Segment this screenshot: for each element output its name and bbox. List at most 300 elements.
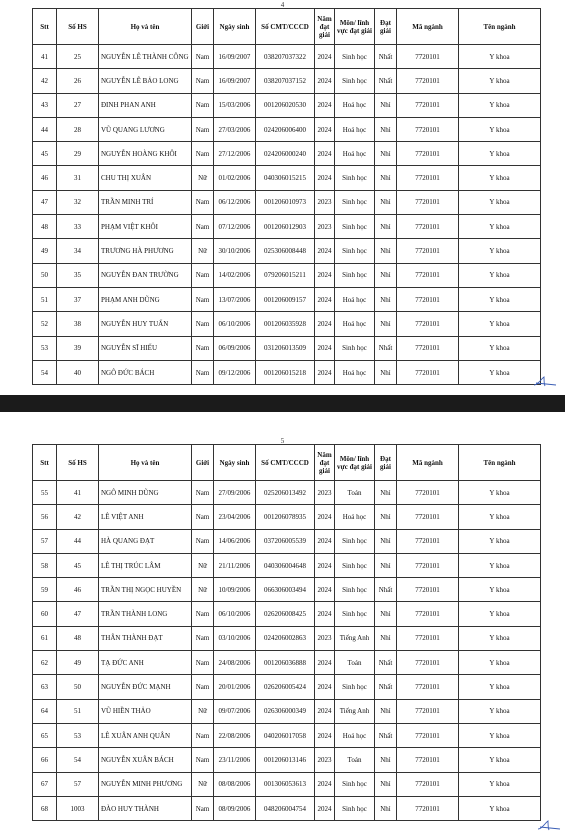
cell-stt: 55 <box>33 481 57 505</box>
cell-dat-giai: Nhì <box>375 312 397 336</box>
cell-ngay-sinh: 08/09/2006 <box>214 796 256 820</box>
cell-gioi: Nam <box>192 360 214 384</box>
cell-so-hs: 40 <box>57 360 99 384</box>
cell-so-cccd: 026306000349 <box>256 699 315 723</box>
cell-dat-giai: Nhì <box>375 553 397 577</box>
cell-ma-nganh: 7720101 <box>397 69 459 93</box>
cell-gioi: Nam <box>192 651 214 675</box>
column-header-nam-dat-giai: Năm đạt giải <box>315 445 335 481</box>
cell-mon-dat-giai: Sinh học <box>335 336 375 360</box>
cell-ngay-sinh: 06/10/2006 <box>214 602 256 626</box>
cell-mon-dat-giai: Hoá học <box>335 93 375 117</box>
cell-so-hs: 31 <box>57 166 99 190</box>
cell-gioi: Nữ <box>192 699 214 723</box>
table-header-row <box>33 9 541 45</box>
table-row <box>33 772 541 796</box>
cell-ten-nganh: Y khoa <box>459 602 541 626</box>
cell-ma-nganh: 7720101 <box>397 505 459 529</box>
cell-ten-nganh: Y khoa <box>459 190 541 214</box>
cell-dat-giai: Nhì <box>375 748 397 772</box>
cell-ten-nganh: Y khoa <box>459 578 541 602</box>
cell-gioi: Nam <box>192 796 214 820</box>
cell-mon-dat-giai: Hoá học <box>335 287 375 311</box>
cell-mon-dat-giai: Sinh học <box>335 529 375 553</box>
cell-ma-nganh: 7720101 <box>397 699 459 723</box>
cell-mon-dat-giai: Sinh học <box>335 239 375 263</box>
cell-nam-dat-giai: 2024 <box>315 360 335 384</box>
column-header-ngay-sinh: Ngày sinh <box>214 445 256 481</box>
cell-dat-giai: Nhì <box>375 699 397 723</box>
cell-ma-nganh: 7720101 <box>397 166 459 190</box>
cell-ngay-sinh: 09/12/2006 <box>214 360 256 384</box>
table-row <box>33 287 541 311</box>
cell-nam-dat-giai: 2024 <box>315 529 335 553</box>
cell-nam-dat-giai: 2024 <box>315 287 335 311</box>
cell-ho-va-ten: PHẠM ANH DŨNG <box>99 287 192 311</box>
table-row <box>33 239 541 263</box>
cell-nam-dat-giai: 2024 <box>315 69 335 93</box>
cell-ma-nganh: 7720101 <box>397 312 459 336</box>
cell-mon-dat-giai: Hoá học <box>335 142 375 166</box>
cell-mon-dat-giai: Tiếng Anh <box>335 699 375 723</box>
cell-dat-giai: Nhì <box>375 505 397 529</box>
cell-so-hs: 53 <box>57 723 99 747</box>
cell-gioi: Nam <box>192 93 214 117</box>
cell-gioi: Nam <box>192 529 214 553</box>
cell-nam-dat-giai: 2023 <box>315 481 335 505</box>
table-row <box>33 699 541 723</box>
table-row <box>33 190 541 214</box>
cell-mon-dat-giai: Sinh học <box>335 602 375 626</box>
cell-nam-dat-giai: 2024 <box>315 505 335 529</box>
column-header-stt: Stt <box>33 9 57 45</box>
cell-dat-giai: Nhất <box>375 651 397 675</box>
cell-so-cccd: 038207037152 <box>256 69 315 93</box>
cell-stt: 50 <box>33 263 57 287</box>
page-separator <box>0 395 565 412</box>
cell-ngay-sinh: 13/07/2006 <box>214 287 256 311</box>
cell-mon-dat-giai: Sinh học <box>335 578 375 602</box>
cell-stt: 45 <box>33 142 57 166</box>
cell-dat-giai: Nhì <box>375 529 397 553</box>
cell-ho-va-ten: TRẦN MINH TRÍ <box>99 190 192 214</box>
cell-so-cccd: 001206009157 <box>256 287 315 311</box>
cell-so-hs: 32 <box>57 190 99 214</box>
cell-nam-dat-giai: 2024 <box>315 723 335 747</box>
cell-ma-nganh: 7720101 <box>397 675 459 699</box>
cell-stt: 58 <box>33 553 57 577</box>
cell-dat-giai: Nhất <box>375 723 397 747</box>
cell-ho-va-ten: NGÔ MINH DŨNG <box>99 481 192 505</box>
cell-ho-va-ten: LÊ VIỆT ANH <box>99 505 192 529</box>
cell-ten-nganh: Y khoa <box>459 796 541 820</box>
cell-ngay-sinh: 16/09/2007 <box>214 45 256 69</box>
cell-so-cccd: 037206005539 <box>256 529 315 553</box>
table-row <box>33 578 541 602</box>
cell-gioi: Nam <box>192 287 214 311</box>
cell-ma-nganh: 7720101 <box>397 45 459 69</box>
cell-nam-dat-giai: 2023 <box>315 190 335 214</box>
table-row <box>33 651 541 675</box>
cell-ten-nganh: Y khoa <box>459 263 541 287</box>
table-row <box>33 45 541 69</box>
cell-dat-giai: Nhì <box>375 142 397 166</box>
cell-so-cccd: 025206013492 <box>256 481 315 505</box>
table-row <box>33 505 541 529</box>
cell-nam-dat-giai: 2024 <box>315 772 335 796</box>
admission-table <box>32 8 541 385</box>
table-row <box>33 675 541 699</box>
cell-stt: 51 <box>33 287 57 311</box>
column-header-gioi: Giới <box>192 445 214 481</box>
cell-so-cccd: 040206017058 <box>256 723 315 747</box>
cell-nam-dat-giai: 2024 <box>315 166 335 190</box>
cell-stt: 53 <box>33 336 57 360</box>
cell-so-hs: 51 <box>57 699 99 723</box>
cell-ten-nganh: Y khoa <box>459 239 541 263</box>
column-header-so-hs: Số HS <box>57 445 99 481</box>
cell-mon-dat-giai: Sinh học <box>335 796 375 820</box>
cell-so-hs: 1003 <box>57 796 99 820</box>
table-row <box>33 263 541 287</box>
page-number: 4 <box>280 1 285 9</box>
cell-dat-giai: Nhì <box>375 287 397 311</box>
cell-ma-nganh: 7720101 <box>397 190 459 214</box>
cell-mon-dat-giai: Toán <box>335 651 375 675</box>
table-row <box>33 142 541 166</box>
cell-nam-dat-giai: 2024 <box>315 675 335 699</box>
cell-ma-nganh: 7720101 <box>397 796 459 820</box>
column-header-ho-va-ten: Họ và tên <box>99 445 192 481</box>
cell-so-cccd: 024206002863 <box>256 626 315 650</box>
cell-so-cccd: 038207037322 <box>256 45 315 69</box>
cell-stt: 54 <box>33 360 57 384</box>
cell-nam-dat-giai: 2023 <box>315 748 335 772</box>
cell-dat-giai: Nhất <box>375 69 397 93</box>
cell-dat-giai: Nhì <box>375 239 397 263</box>
column-header-mon-dat-giai: Môn/ lĩnh vực đạt giải <box>335 9 375 45</box>
table-row <box>33 748 541 772</box>
cell-stt: 48 <box>33 215 57 239</box>
cell-so-hs: 41 <box>57 481 99 505</box>
cell-so-hs: 28 <box>57 117 99 141</box>
cell-stt: 60 <box>33 602 57 626</box>
cell-so-hs: 45 <box>57 553 99 577</box>
cell-stt: 46 <box>33 166 57 190</box>
cell-stt: 63 <box>33 675 57 699</box>
column-header-ten-nganh: Tên ngành <box>459 445 541 481</box>
cell-ten-nganh: Y khoa <box>459 336 541 360</box>
column-header-so-cccd: Số CMT/CCCD <box>256 445 315 481</box>
cell-ngay-sinh: 27/03/2006 <box>214 117 256 141</box>
cell-ten-nganh: Y khoa <box>459 723 541 747</box>
cell-gioi: Nam <box>192 312 214 336</box>
cell-ngay-sinh: 23/11/2006 <box>214 748 256 772</box>
cell-ho-va-ten: NGUYỄN LÊ THÀNH CÔNG <box>99 45 192 69</box>
column-header-gioi: Giới <box>192 9 214 45</box>
cell-ma-nganh: 7720101 <box>397 239 459 263</box>
cell-mon-dat-giai: Sinh học <box>335 263 375 287</box>
table-row <box>33 215 541 239</box>
cell-ten-nganh: Y khoa <box>459 287 541 311</box>
table-row <box>33 93 541 117</box>
cell-ngay-sinh: 06/09/2006 <box>214 336 256 360</box>
cell-gioi: Nam <box>192 336 214 360</box>
cell-nam-dat-giai: 2024 <box>315 602 335 626</box>
cell-ma-nganh: 7720101 <box>397 723 459 747</box>
cell-ho-va-ten: VŨ HIỀN THẢO <box>99 699 192 723</box>
cell-ho-va-ten: NGUYỄN HOÀNG KHÔI <box>99 142 192 166</box>
cell-ngay-sinh: 14/06/2006 <box>214 529 256 553</box>
cell-ten-nganh: Y khoa <box>459 651 541 675</box>
cell-nam-dat-giai: 2024 <box>315 45 335 69</box>
cell-stt: 64 <box>33 699 57 723</box>
cell-mon-dat-giai: Hoá học <box>335 505 375 529</box>
cell-so-hs: 49 <box>57 651 99 675</box>
cell-gioi: Nữ <box>192 166 214 190</box>
cell-dat-giai: Nhì <box>375 190 397 214</box>
cell-ten-nganh: Y khoa <box>459 505 541 529</box>
cell-nam-dat-giai: 2024 <box>315 336 335 360</box>
cell-gioi: Nam <box>192 142 214 166</box>
column-header-dat-giai: Đạt giải <box>375 9 397 45</box>
cell-ma-nganh: 7720101 <box>397 772 459 796</box>
cell-ho-va-ten: CHU THỊ XUÂN <box>99 166 192 190</box>
cell-gioi: Nam <box>192 481 214 505</box>
cell-so-cccd: 001206035928 <box>256 312 315 336</box>
cell-ten-nganh: Y khoa <box>459 360 541 384</box>
cell-ho-va-ten: PHẠM VIỆT KHÔI <box>99 215 192 239</box>
cell-stt: 52 <box>33 312 57 336</box>
cell-ngay-sinh: 24/08/2006 <box>214 651 256 675</box>
cell-ngay-sinh: 23/04/2006 <box>214 505 256 529</box>
cell-so-hs: 34 <box>57 239 99 263</box>
cell-nam-dat-giai: 2024 <box>315 651 335 675</box>
cell-stt: 61 <box>33 626 57 650</box>
cell-stt: 47 <box>33 190 57 214</box>
cell-stt: 62 <box>33 651 57 675</box>
cell-nam-dat-giai: 2024 <box>315 796 335 820</box>
cell-ho-va-ten: VŨ QUANG LƯƠNG <box>99 117 192 141</box>
cell-ho-va-ten: NGUYỄN HUY TUẤN <box>99 312 192 336</box>
cell-ma-nganh: 7720101 <box>397 651 459 675</box>
cell-stt: 41 <box>33 45 57 69</box>
cell-ten-nganh: Y khoa <box>459 529 541 553</box>
cell-ho-va-ten: HÀ QUANG ĐẠT <box>99 529 192 553</box>
cell-mon-dat-giai: Sinh học <box>335 675 375 699</box>
cell-ten-nganh: Y khoa <box>459 45 541 69</box>
cell-nam-dat-giai: 2024 <box>315 699 335 723</box>
cell-ho-va-ten: ĐINH PHAN ANH <box>99 93 192 117</box>
cell-ngay-sinh: 27/09/2006 <box>214 481 256 505</box>
cell-dat-giai: Nhì <box>375 481 397 505</box>
cell-ho-va-ten: NGUYỄN MINH PHƯƠNG <box>99 772 192 796</box>
cell-so-cccd: 026206008425 <box>256 602 315 626</box>
signature-mark <box>532 374 560 388</box>
column-header-mon-dat-giai: Môn/ lĩnh vực đạt giải <box>335 445 375 481</box>
cell-ma-nganh: 7720101 <box>397 215 459 239</box>
cell-so-hs: 35 <box>57 263 99 287</box>
cell-so-cccd: 024206006400 <box>256 117 315 141</box>
cell-ten-nganh: Y khoa <box>459 626 541 650</box>
cell-dat-giai: Nhì <box>375 166 397 190</box>
cell-so-hs: 50 <box>57 675 99 699</box>
cell-gioi: Nam <box>192 602 214 626</box>
cell-ma-nganh: 7720101 <box>397 263 459 287</box>
column-header-so-hs: Số HS <box>57 9 99 45</box>
cell-so-hs: 37 <box>57 287 99 311</box>
cell-ma-nganh: 7720101 <box>397 93 459 117</box>
cell-nam-dat-giai: 2024 <box>315 117 335 141</box>
cell-ho-va-ten: NGÔ ĐỨC BÁCH <box>99 360 192 384</box>
cell-stt: 59 <box>33 578 57 602</box>
cell-so-cccd: 040306015215 <box>256 166 315 190</box>
document-page-4 <box>0 0 565 395</box>
cell-ho-va-ten: NGUYỄN XUÂN BÁCH <box>99 748 192 772</box>
table-row <box>33 529 541 553</box>
cell-ten-nganh: Y khoa <box>459 312 541 336</box>
cell-ho-va-ten: NGUYỄN LÊ BẢO LONG <box>99 69 192 93</box>
cell-so-cccd: 040306004648 <box>256 553 315 577</box>
cell-ten-nganh: Y khoa <box>459 93 541 117</box>
cell-ngay-sinh: 16/09/2007 <box>214 69 256 93</box>
cell-so-cccd: 024206000240 <box>256 142 315 166</box>
column-header-ma-nganh: Mã ngành <box>397 9 459 45</box>
cell-ho-va-ten: TRƯƠNG HÀ PHƯƠNG <box>99 239 192 263</box>
cell-ma-nganh: 7720101 <box>397 602 459 626</box>
table-row <box>33 360 541 384</box>
column-header-ho-va-ten: Họ và tên <box>99 9 192 45</box>
cell-so-hs: 54 <box>57 748 99 772</box>
cell-dat-giai: Nhì <box>375 602 397 626</box>
cell-so-cccd: 031206013509 <box>256 336 315 360</box>
cell-mon-dat-giai: Tiếng Anh <box>335 626 375 650</box>
cell-stt: 57 <box>33 529 57 553</box>
cell-dat-giai: Nhì <box>375 360 397 384</box>
cell-stt: 49 <box>33 239 57 263</box>
cell-ma-nganh: 7720101 <box>397 553 459 577</box>
cell-so-cccd: 001206015218 <box>256 360 315 384</box>
cell-ten-nganh: Y khoa <box>459 69 541 93</box>
cell-gioi: Nam <box>192 748 214 772</box>
cell-so-hs: 25 <box>57 45 99 69</box>
cell-stt: 42 <box>33 69 57 93</box>
cell-ngay-sinh: 06/12/2006 <box>214 190 256 214</box>
table-row <box>33 336 541 360</box>
column-header-so-cccd: Số CMT/CCCD <box>256 9 315 45</box>
page-number: 5 <box>280 437 285 445</box>
cell-gioi: Nam <box>192 675 214 699</box>
cell-so-cccd: 001206012903 <box>256 215 315 239</box>
table-row <box>33 723 541 747</box>
cell-ngay-sinh: 14/02/2006 <box>214 263 256 287</box>
cell-ma-nganh: 7720101 <box>397 336 459 360</box>
cell-nam-dat-giai: 2024 <box>315 239 335 263</box>
column-header-dat-giai: Đạt giải <box>375 445 397 481</box>
cell-ten-nganh: Y khoa <box>459 699 541 723</box>
cell-nam-dat-giai: 2024 <box>315 553 335 577</box>
cell-ma-nganh: 7720101 <box>397 626 459 650</box>
cell-ngay-sinh: 10/09/2006 <box>214 578 256 602</box>
cell-dat-giai: Nhất <box>375 336 397 360</box>
cell-mon-dat-giai: Hoá học <box>335 723 375 747</box>
column-header-ma-nganh: Mã ngành <box>397 445 459 481</box>
cell-ngay-sinh: 09/07/2006 <box>214 699 256 723</box>
cell-nam-dat-giai: 2024 <box>315 93 335 117</box>
table-row <box>33 796 541 820</box>
cell-ngay-sinh: 27/12/2006 <box>214 142 256 166</box>
cell-gioi: Nữ <box>192 239 214 263</box>
cell-dat-giai: Nhất <box>375 675 397 699</box>
cell-dat-giai: Nhì <box>375 117 397 141</box>
cell-gioi: Nam <box>192 45 214 69</box>
cell-gioi: Nam <box>192 215 214 239</box>
cell-ma-nganh: 7720101 <box>397 529 459 553</box>
cell-dat-giai: Nhì <box>375 772 397 796</box>
cell-ma-nganh: 7720101 <box>397 578 459 602</box>
table-row <box>33 312 541 336</box>
cell-so-hs: 38 <box>57 312 99 336</box>
cell-gioi: Nữ <box>192 553 214 577</box>
cell-ngay-sinh: 20/01/2006 <box>214 675 256 699</box>
column-header-ten-nganh: Tên ngành <box>459 9 541 45</box>
cell-gioi: Nam <box>192 263 214 287</box>
cell-ho-va-ten: TRẦN THỊ NGỌC HUYỀN <box>99 578 192 602</box>
cell-gioi: Nam <box>192 626 214 650</box>
cell-mon-dat-giai: Hoá học <box>335 117 375 141</box>
cell-ho-va-ten: TRẦN THÀNH LONG <box>99 602 192 626</box>
cell-ho-va-ten: TẠ ĐỨC ANH <box>99 651 192 675</box>
cell-ten-nganh: Y khoa <box>459 117 541 141</box>
cell-mon-dat-giai: Toán <box>335 748 375 772</box>
cell-ngay-sinh: 22/08/2006 <box>214 723 256 747</box>
cell-ho-va-ten: LÊ THỊ TRÚC LÂM <box>99 553 192 577</box>
cell-ten-nganh: Y khoa <box>459 748 541 772</box>
cell-ten-nganh: Y khoa <box>459 675 541 699</box>
cell-so-hs: 47 <box>57 602 99 626</box>
cell-mon-dat-giai: Sinh học <box>335 190 375 214</box>
cell-mon-dat-giai: Sinh học <box>335 45 375 69</box>
cell-ngay-sinh: 30/10/2006 <box>214 239 256 263</box>
cell-dat-giai: Nhì <box>375 215 397 239</box>
cell-so-hs: 33 <box>57 215 99 239</box>
cell-so-cccd: 001206078935 <box>256 505 315 529</box>
cell-ma-nganh: 7720101 <box>397 287 459 311</box>
cell-so-cccd: 066306003494 <box>256 578 315 602</box>
cell-so-hs: 29 <box>57 142 99 166</box>
cell-gioi: Nam <box>192 117 214 141</box>
cell-ten-nganh: Y khoa <box>459 166 541 190</box>
cell-stt: 44 <box>33 117 57 141</box>
cell-nam-dat-giai: 2024 <box>315 312 335 336</box>
cell-so-cccd: 026206005424 <box>256 675 315 699</box>
cell-ngay-sinh: 15/03/2006 <box>214 93 256 117</box>
cell-stt: 56 <box>33 505 57 529</box>
table-row <box>33 553 541 577</box>
table-header-row <box>33 445 541 481</box>
cell-ngay-sinh: 21/11/2006 <box>214 553 256 577</box>
cell-stt: 68 <box>33 796 57 820</box>
cell-ma-nganh: 7720101 <box>397 142 459 166</box>
cell-ho-va-ten: NGUYỄN SĨ HIẾU <box>99 336 192 360</box>
cell-gioi: Nam <box>192 190 214 214</box>
cell-nam-dat-giai: 2023 <box>315 215 335 239</box>
cell-so-cccd: 001206013146 <box>256 748 315 772</box>
cell-dat-giai: Nhì <box>375 93 397 117</box>
cell-ten-nganh: Y khoa <box>459 772 541 796</box>
cell-ma-nganh: 7720101 <box>397 748 459 772</box>
admission-table <box>32 444 541 821</box>
